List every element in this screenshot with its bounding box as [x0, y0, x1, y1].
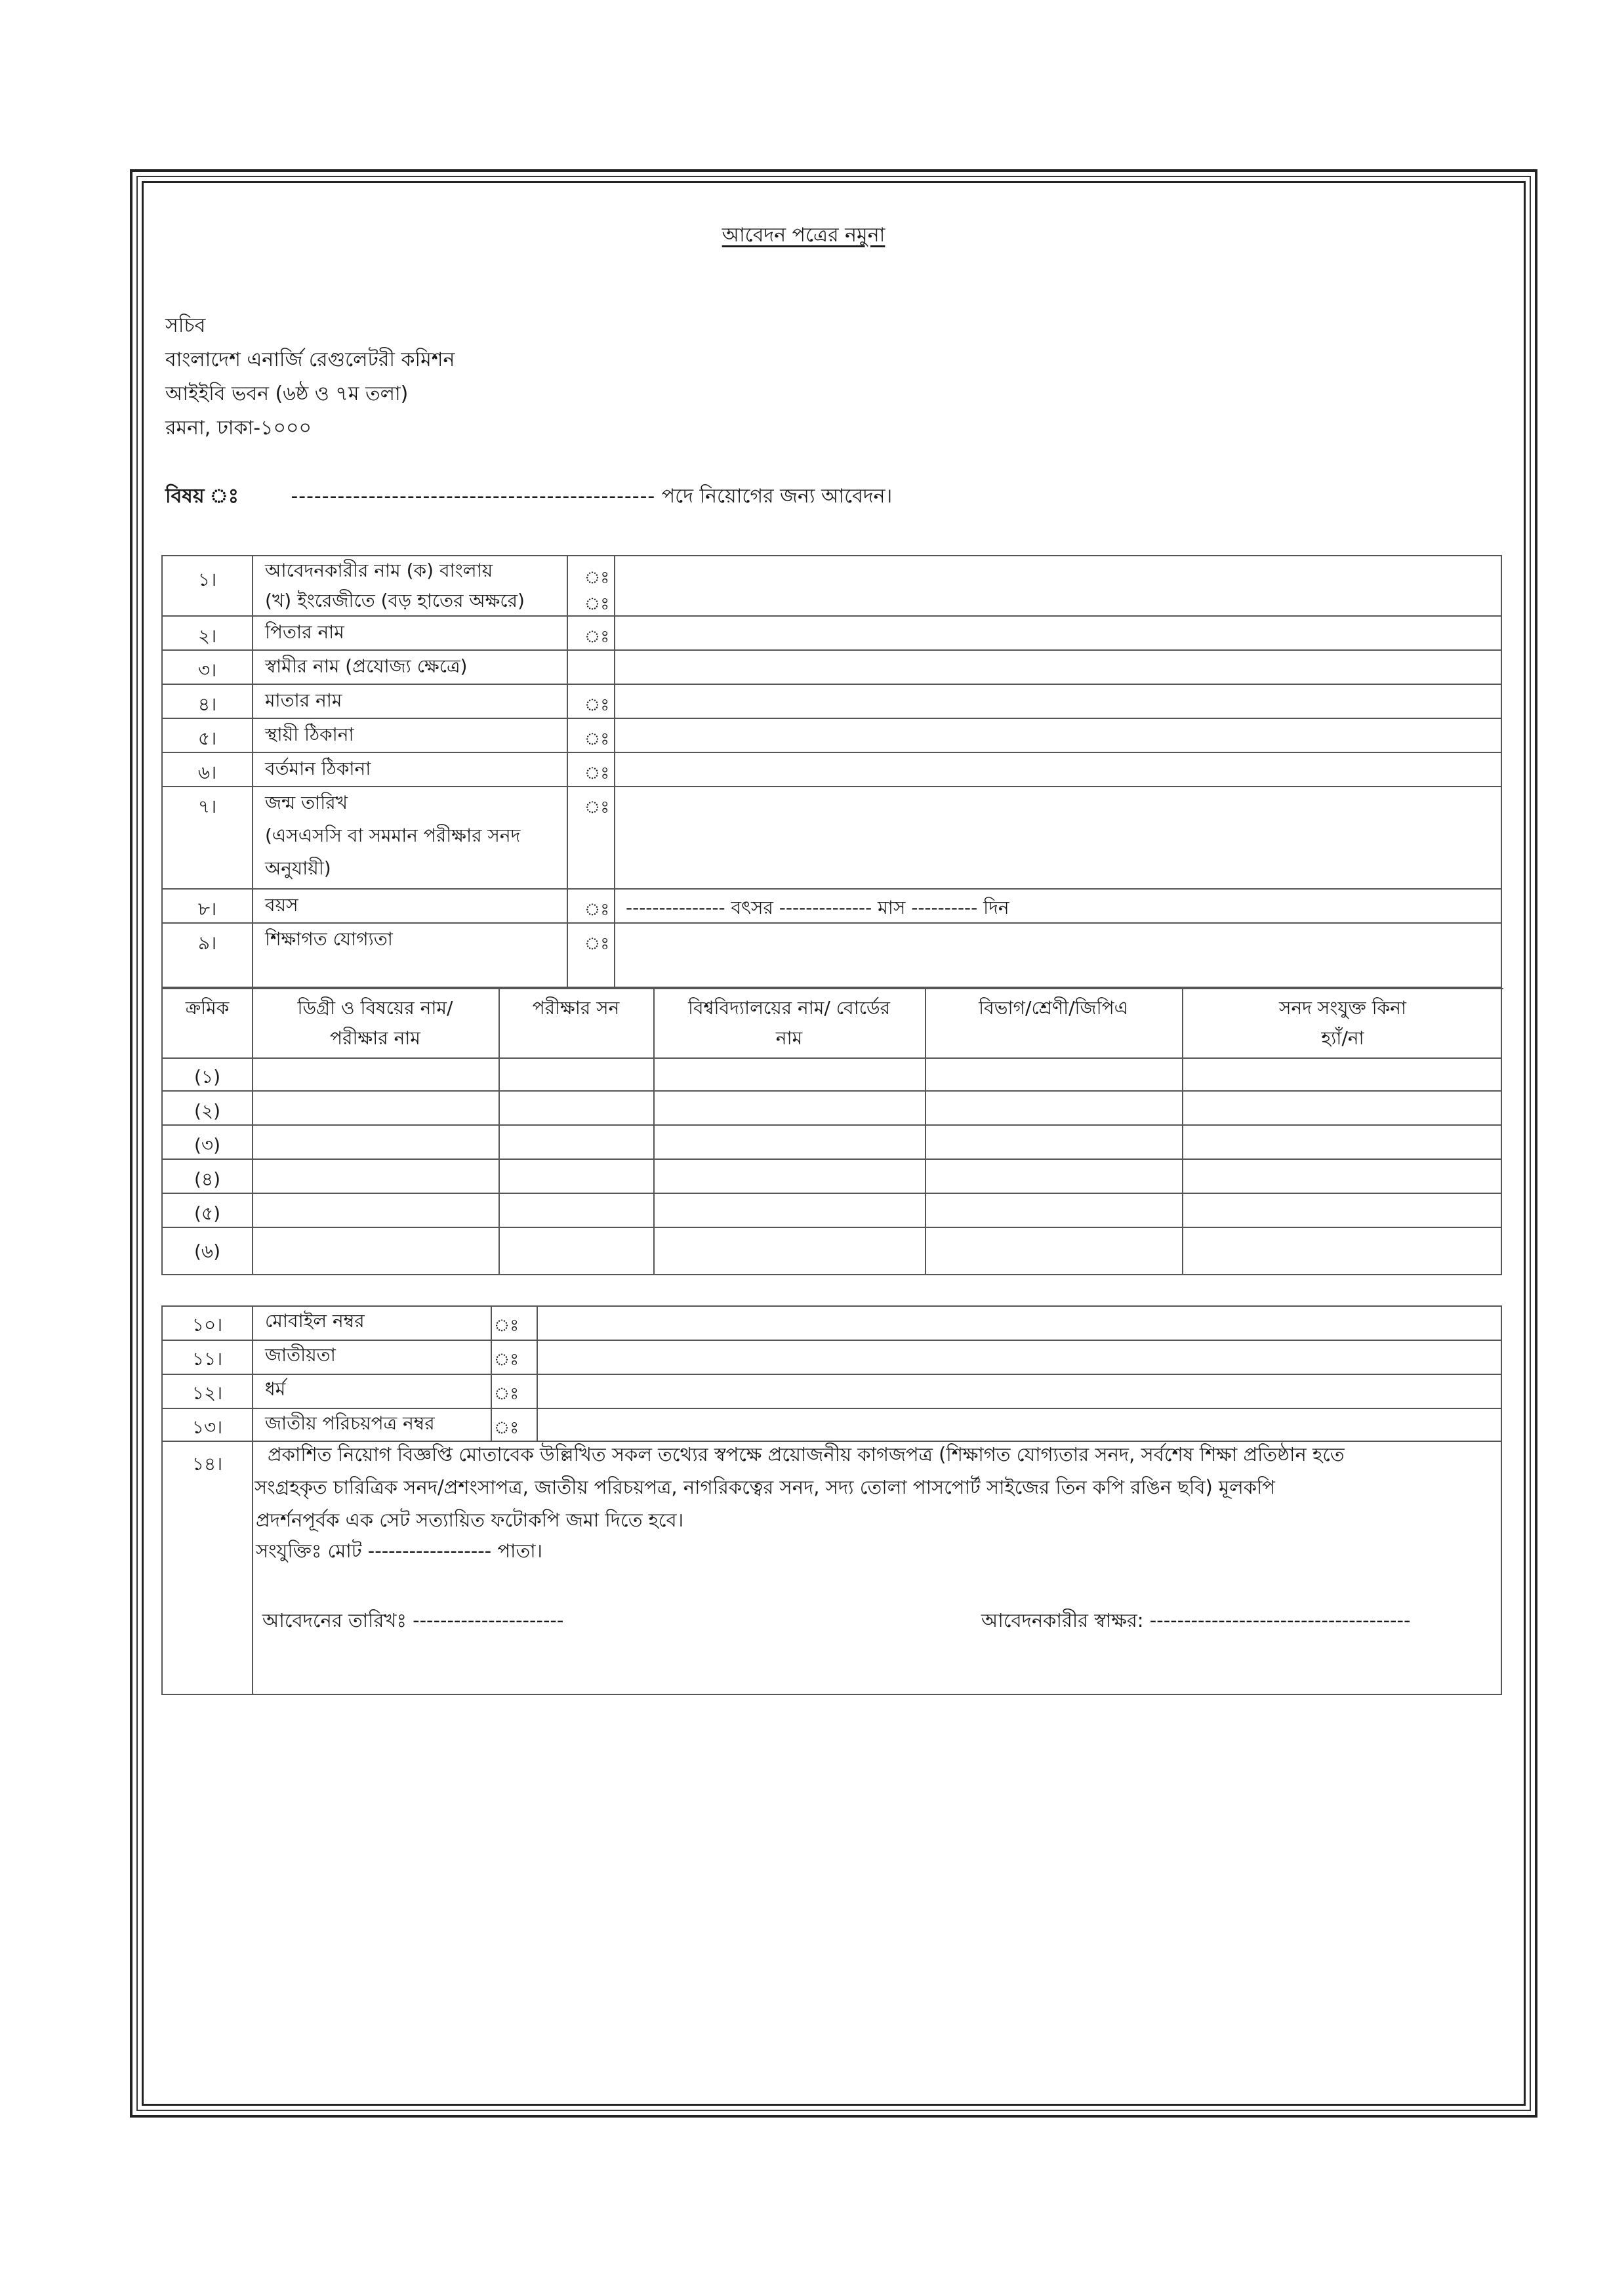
applicant-signature-field[interactable]: আবেদনকারীর স্বাক্ষর: -------------------------------------- [981, 1609, 1411, 1631]
nationality-field[interactable] [538, 1341, 1501, 1374]
table-row[interactable]: (২) [163, 1092, 1501, 1126]
religion-field[interactable] [538, 1375, 1501, 1408]
mobile-number-field[interactable] [538, 1307, 1501, 1340]
date-of-birth-field[interactable] [615, 787, 1501, 888]
row-nid: ১৩। জাতীয় পরিচয়পত্র নম্বর ঃ [163, 1409, 1501, 1442]
permanent-address-field[interactable] [615, 719, 1501, 752]
table-row[interactable]: (৬) [193, 1240, 221, 1262]
age-field[interactable]: --------------- বৎসর -------------- মাস ---------- দিন [626, 897, 1009, 918]
post-name-blank[interactable]: ----------------------------------------------- [291, 485, 656, 508]
address-line-3: আইইবি ভবন (৬ষ্ঠ ও ৭ম তলা) [165, 382, 409, 405]
table-row[interactable]: (৫) [163, 1194, 1501, 1228]
nid-number-field[interactable] [538, 1409, 1501, 1441]
applicant-name-field[interactable] [615, 556, 1501, 615]
row-education: ৯। শিক্ষাগত যোগ্যতা ঃ [197, 928, 610, 954]
table-row[interactable]: (৪) [163, 1160, 1501, 1194]
father-name-field[interactable] [615, 617, 1501, 649]
page-title: আবেদন পত্রের নমুনা [722, 224, 885, 247]
row-husband-name: ৩। স্বামীর নাম (প্রযোজ্য ক্ষেত্রে) [163, 651, 1501, 685]
header-division: বিভাগ/শ্রেণী/জিপিএ [979, 997, 1128, 1019]
personal-info-table [161, 555, 1502, 988]
row-permanent-address: ৫। স্থায়ী ঠিকানা ঃ [163, 719, 1501, 753]
attachment-count-field[interactable]: সংযুক্তিঃ মোট ------------------ পাতা। [256, 1540, 543, 1562]
table-row[interactable]: (১) [163, 1057, 1501, 1092]
header-serial: ক্রমিক [185, 997, 230, 1019]
husband-name-field[interactable] [615, 651, 1501, 684]
address-line-1: সচিব [165, 314, 206, 337]
row-religion: ১২। ধর্ম ঃ [163, 1375, 1501, 1409]
row-present-address: ৬। বর্তমান ঠিকানা ঃ [163, 753, 1501, 787]
address-line-2: বাংলাদেশ এনার্জি রেগুলেটরী কমিশন [165, 348, 455, 371]
row-applicant-name: ১। আবেদনকারীর নাম (ক) বাংলায় (খ) ইংরেজীতে (বড় হাতের অক্ষরে) ঃ ঃ [163, 556, 1501, 617]
education-table [161, 988, 1502, 1275]
row-number: ১৪। [192, 1453, 223, 1475]
mother-name-field[interactable] [615, 685, 1501, 718]
row-mother-name: ৪। মাতার নাম ঃ [163, 685, 1501, 719]
header-degree: ডিগ্রী ও বিষয়ের নাম/ পরীক্ষার নাম [297, 997, 453, 1049]
present-address-field[interactable] [615, 753, 1501, 786]
row-nationality: ১১। জাতীয়তা ঃ [163, 1341, 1501, 1375]
label-name-bangla: আবেদনকারীর নাম (ক) বাংলায় [265, 560, 493, 581]
row-date-of-birth: ৭। জন্ম তারিখ (এসএসসি বা সমমান পরীক্ষার সনদ অনুযায়ী) ঃ [163, 787, 1501, 890]
label-name-english: (খ) ইংরেজীতে (বড় হাতের অক্ষরে) [265, 590, 525, 611]
address-line-4: রমনা, ঢাকা-১০০০ [165, 417, 312, 440]
row-mobile: ১০। মোবাইল নম্বর ঃ [163, 1307, 1501, 1341]
header-exam-year: পরীক্ষার সন [532, 997, 620, 1019]
row-father-name: ২। পিতার নাম ঃ [163, 617, 1501, 651]
subject-text: পদে নিয়োগের জন্য আবেদন। [661, 485, 893, 508]
declaration-text: প্রকাশিত নিয়োগ বিজ্ঞপ্তি মোতাবেক উল্লিখিত সকল তথ্যের স্বপক্ষে প্রয়োজনীয় কাগজপত্র (শিক্ষাগত যোগ্যতার সনদ, সর্বশেষ শিক্ষা প্রতিষ্ঠান হতে সংগ্রহকৃত চারিত্রিক সনদ/প্রশংসাপত্র, জাতীয় পরিচয়পত্র, নাগরিকত্বের সনদ, সদ্য তোলা পাসপোর্ট সাইজের তিন কপি রঙিন ছবি) মূলকপি প্রদর্শনপূর্বক এক সেট সত্যায়িত ফটোকপি জমা দিতে হবে। [254, 1443, 1345, 1531]
application-date-field[interactable]: আবেদনের তারিখঃ ---------------------- [262, 1609, 564, 1631]
table-row[interactable]: (৩) [163, 1126, 1501, 1160]
subject-line [165, 480, 892, 514]
subject-label: বিষয় ঃ [165, 485, 239, 508]
row-number: ১। [197, 569, 217, 590]
header-certificate: সনদ সংযুক্ত কিনা হ্যাঁ/না [1278, 997, 1407, 1049]
row-age: ৮। বয়স ঃ --------------- বৎসর -------------- মাস ---------- দিন [163, 890, 1501, 924]
header-university: বিশ্ববিদ্যালয়ের নাম/ বোর্ডের নাম [687, 997, 891, 1049]
